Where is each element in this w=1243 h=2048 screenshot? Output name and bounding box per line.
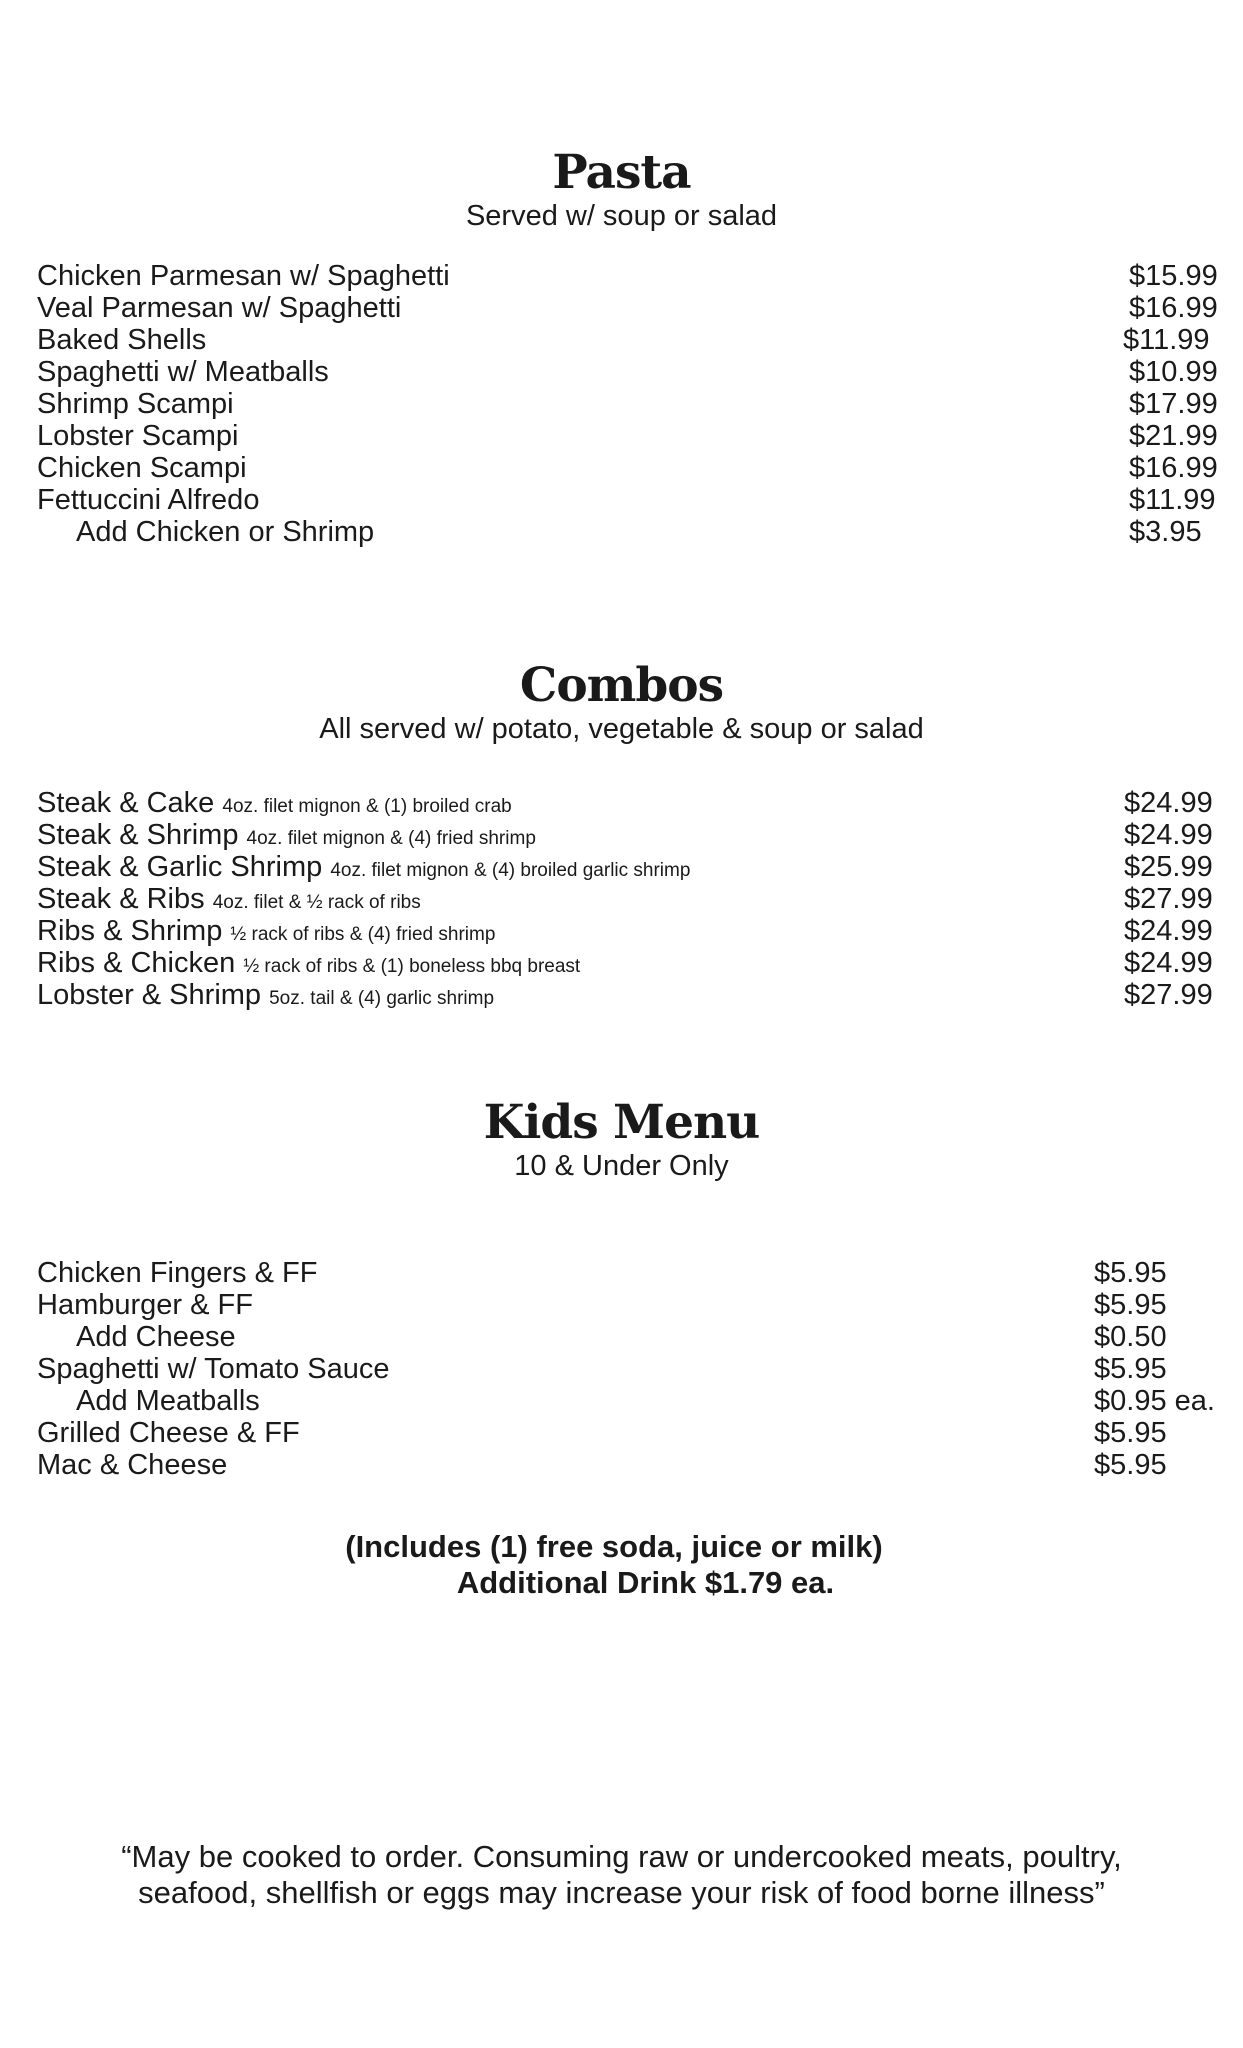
pasta-section — [0, 145, 1243, 548]
menu-item-price: $16.99 — [1129, 452, 1218, 484]
food-safety-disclaimer — [0, 1839, 1243, 1911]
menu-item-addon — [37, 1321, 1215, 1353]
menu-item-name: Spaghetti w/ Tomato Sauce — [37, 1353, 390, 1385]
menu-item-price: $24.99 — [1124, 819, 1213, 851]
menu-item-name: Lobster & Shrimp — [37, 979, 262, 1011]
menu-item-name: Chicken Fingers & FF — [37, 1257, 318, 1289]
kids-item-list — [37, 1257, 1215, 1481]
menu-item-price: $5.95 — [1094, 1417, 1167, 1449]
menu-item-price: $5.95 — [1094, 1353, 1167, 1385]
menu-item-price: $0.50 — [1094, 1321, 1167, 1353]
disclaimer-line1: “May be cooked to order. Consuming raw or undercooked meats, poultry, — [121, 1839, 1122, 1874]
menu-item-name: Steak & Cake — [37, 787, 215, 819]
pasta-title: Pasta — [552, 145, 691, 200]
menu-item — [37, 356, 1218, 388]
menu-item — [37, 1257, 1215, 1289]
combos-subtitle: All served w/ potato, vegetable & soup or salad — [319, 713, 924, 745]
menu-item-name: Mac & Cheese — [37, 1449, 228, 1481]
menu-item — [37, 1417, 1215, 1449]
pasta-subtitle: Served w/ soup or salad — [465, 200, 778, 232]
menu-item-description: 4oz. filet mignon & (1) broiled crab — [222, 796, 512, 817]
menu-item-name: Ribs & Shrimp — [37, 915, 223, 947]
menu-item-name: Steak & Shrimp — [37, 819, 239, 851]
menu-item-name: Veal Parmesan w/ Spaghetti — [37, 292, 402, 324]
menu-item-name: Lobster Scampi — [37, 420, 239, 452]
kids-drink-note-line2: Additional Drink $1.79 ea. — [456, 1565, 835, 1600]
menu-item — [37, 388, 1218, 420]
combos-title: Combos — [519, 658, 724, 713]
menu-item-name: Steak & Garlic Shrimp — [37, 851, 323, 883]
menu-item — [37, 1449, 1215, 1481]
menu-item-price: $0.95 ea. — [1094, 1385, 1215, 1417]
menu-item — [37, 484, 1215, 516]
menu-item-price: $11.99 — [1129, 484, 1216, 516]
pasta-item-list — [37, 260, 1218, 548]
menu-item — [37, 947, 1215, 979]
menu-item-price: $15.99 — [1129, 260, 1218, 292]
menu-item — [37, 452, 1218, 484]
menu-item-price: $27.99 — [1124, 883, 1213, 915]
menu-item — [37, 1289, 1215, 1321]
menu-item-name: Grilled Cheese & FF — [37, 1417, 300, 1449]
menu-item — [37, 420, 1218, 452]
kids-drink-note-line1: (Includes (1) free soda, juice or milk) — [345, 1529, 883, 1564]
menu-item-price: $5.95 — [1094, 1289, 1167, 1321]
menu-item-addon — [37, 516, 1215, 548]
combos-item-list — [37, 787, 1215, 1011]
menu-item-price: $17.99 — [1129, 388, 1218, 420]
menu-item — [37, 1353, 1215, 1385]
menu-item-price: $24.99 — [1124, 947, 1213, 979]
menu-item — [37, 979, 1215, 1011]
menu-item — [37, 915, 1215, 947]
kids-menu-subtitle: 10 & Under Only — [514, 1150, 729, 1182]
menu-item — [37, 324, 1215, 356]
menu-item-name: Shrimp Scampi — [37, 388, 234, 420]
menu-item-price: $3.95 — [1129, 516, 1202, 548]
menu-item — [37, 851, 1215, 883]
menu-item-name: Baked Shells — [37, 324, 207, 356]
combos-section — [0, 658, 1243, 1011]
menu-item-description: 4oz. filet mignon & (4) broiled garlic shrimp — [330, 860, 691, 881]
menu-item-price: $21.99 — [1129, 420, 1218, 452]
menu-item — [37, 260, 1218, 292]
menu-item-description: 5oz. tail & (4) garlic shrimp — [269, 988, 495, 1009]
menu-item-name: Spaghetti w/ Meatballs — [37, 356, 329, 388]
menu-item-name: Chicken Parmesan w/ Spaghetti — [37, 260, 450, 292]
menu-item — [37, 292, 1218, 324]
menu-item-name: Add Cheese — [76, 1321, 236, 1353]
menu-item-price: $11.99 — [1123, 324, 1210, 356]
menu-item-price: $16.99 — [1129, 292, 1218, 324]
menu-item-price: $5.95 — [1094, 1257, 1167, 1289]
menu-item-price: $25.99 — [1124, 851, 1213, 883]
kids-menu-title: Kids Menu — [483, 1095, 760, 1150]
menu-item-name: Add Chicken or Shrimp — [76, 516, 375, 548]
menu-item-name: Hamburger & FF — [37, 1289, 253, 1321]
menu-item-name: Ribs & Chicken — [37, 947, 236, 979]
menu-item — [37, 819, 1215, 851]
menu-item — [37, 883, 1215, 915]
kids-menu-section — [0, 1095, 1243, 1481]
disclaimer-line2: seafood, shellfish or eggs may increase your risk of food borne illness” — [138, 1875, 1105, 1910]
menu-item-price: $27.99 — [1124, 979, 1213, 1011]
menu-item-name: Add Meatballs — [76, 1385, 260, 1417]
menu-item-price: $10.99 — [1129, 356, 1218, 388]
menu-item-description: 4oz. filet mignon & (4) fried shrimp — [246, 828, 536, 849]
menu-item-name: Steak & Ribs — [37, 883, 205, 915]
menu-item-price: $5.95 — [1094, 1449, 1167, 1481]
kids-drink-note — [0, 1529, 1243, 1601]
menu-item-name: Chicken Scampi — [37, 452, 247, 484]
menu-item-price: $24.99 — [1124, 787, 1213, 819]
menu-item-price: $24.99 — [1124, 915, 1213, 947]
menu-item-description: ½ rack of ribs & (4) fried shrimp — [230, 924, 496, 945]
menu-item-description: 4oz. filet & ½ rack of ribs — [212, 892, 421, 913]
menu-item-description: ½ rack of ribs & (1) boneless bbq breast — [243, 956, 581, 977]
menu-item-addon — [37, 1385, 1215, 1417]
menu-item — [37, 787, 1215, 819]
menu-item-name: Fettuccini Alfredo — [37, 484, 260, 516]
